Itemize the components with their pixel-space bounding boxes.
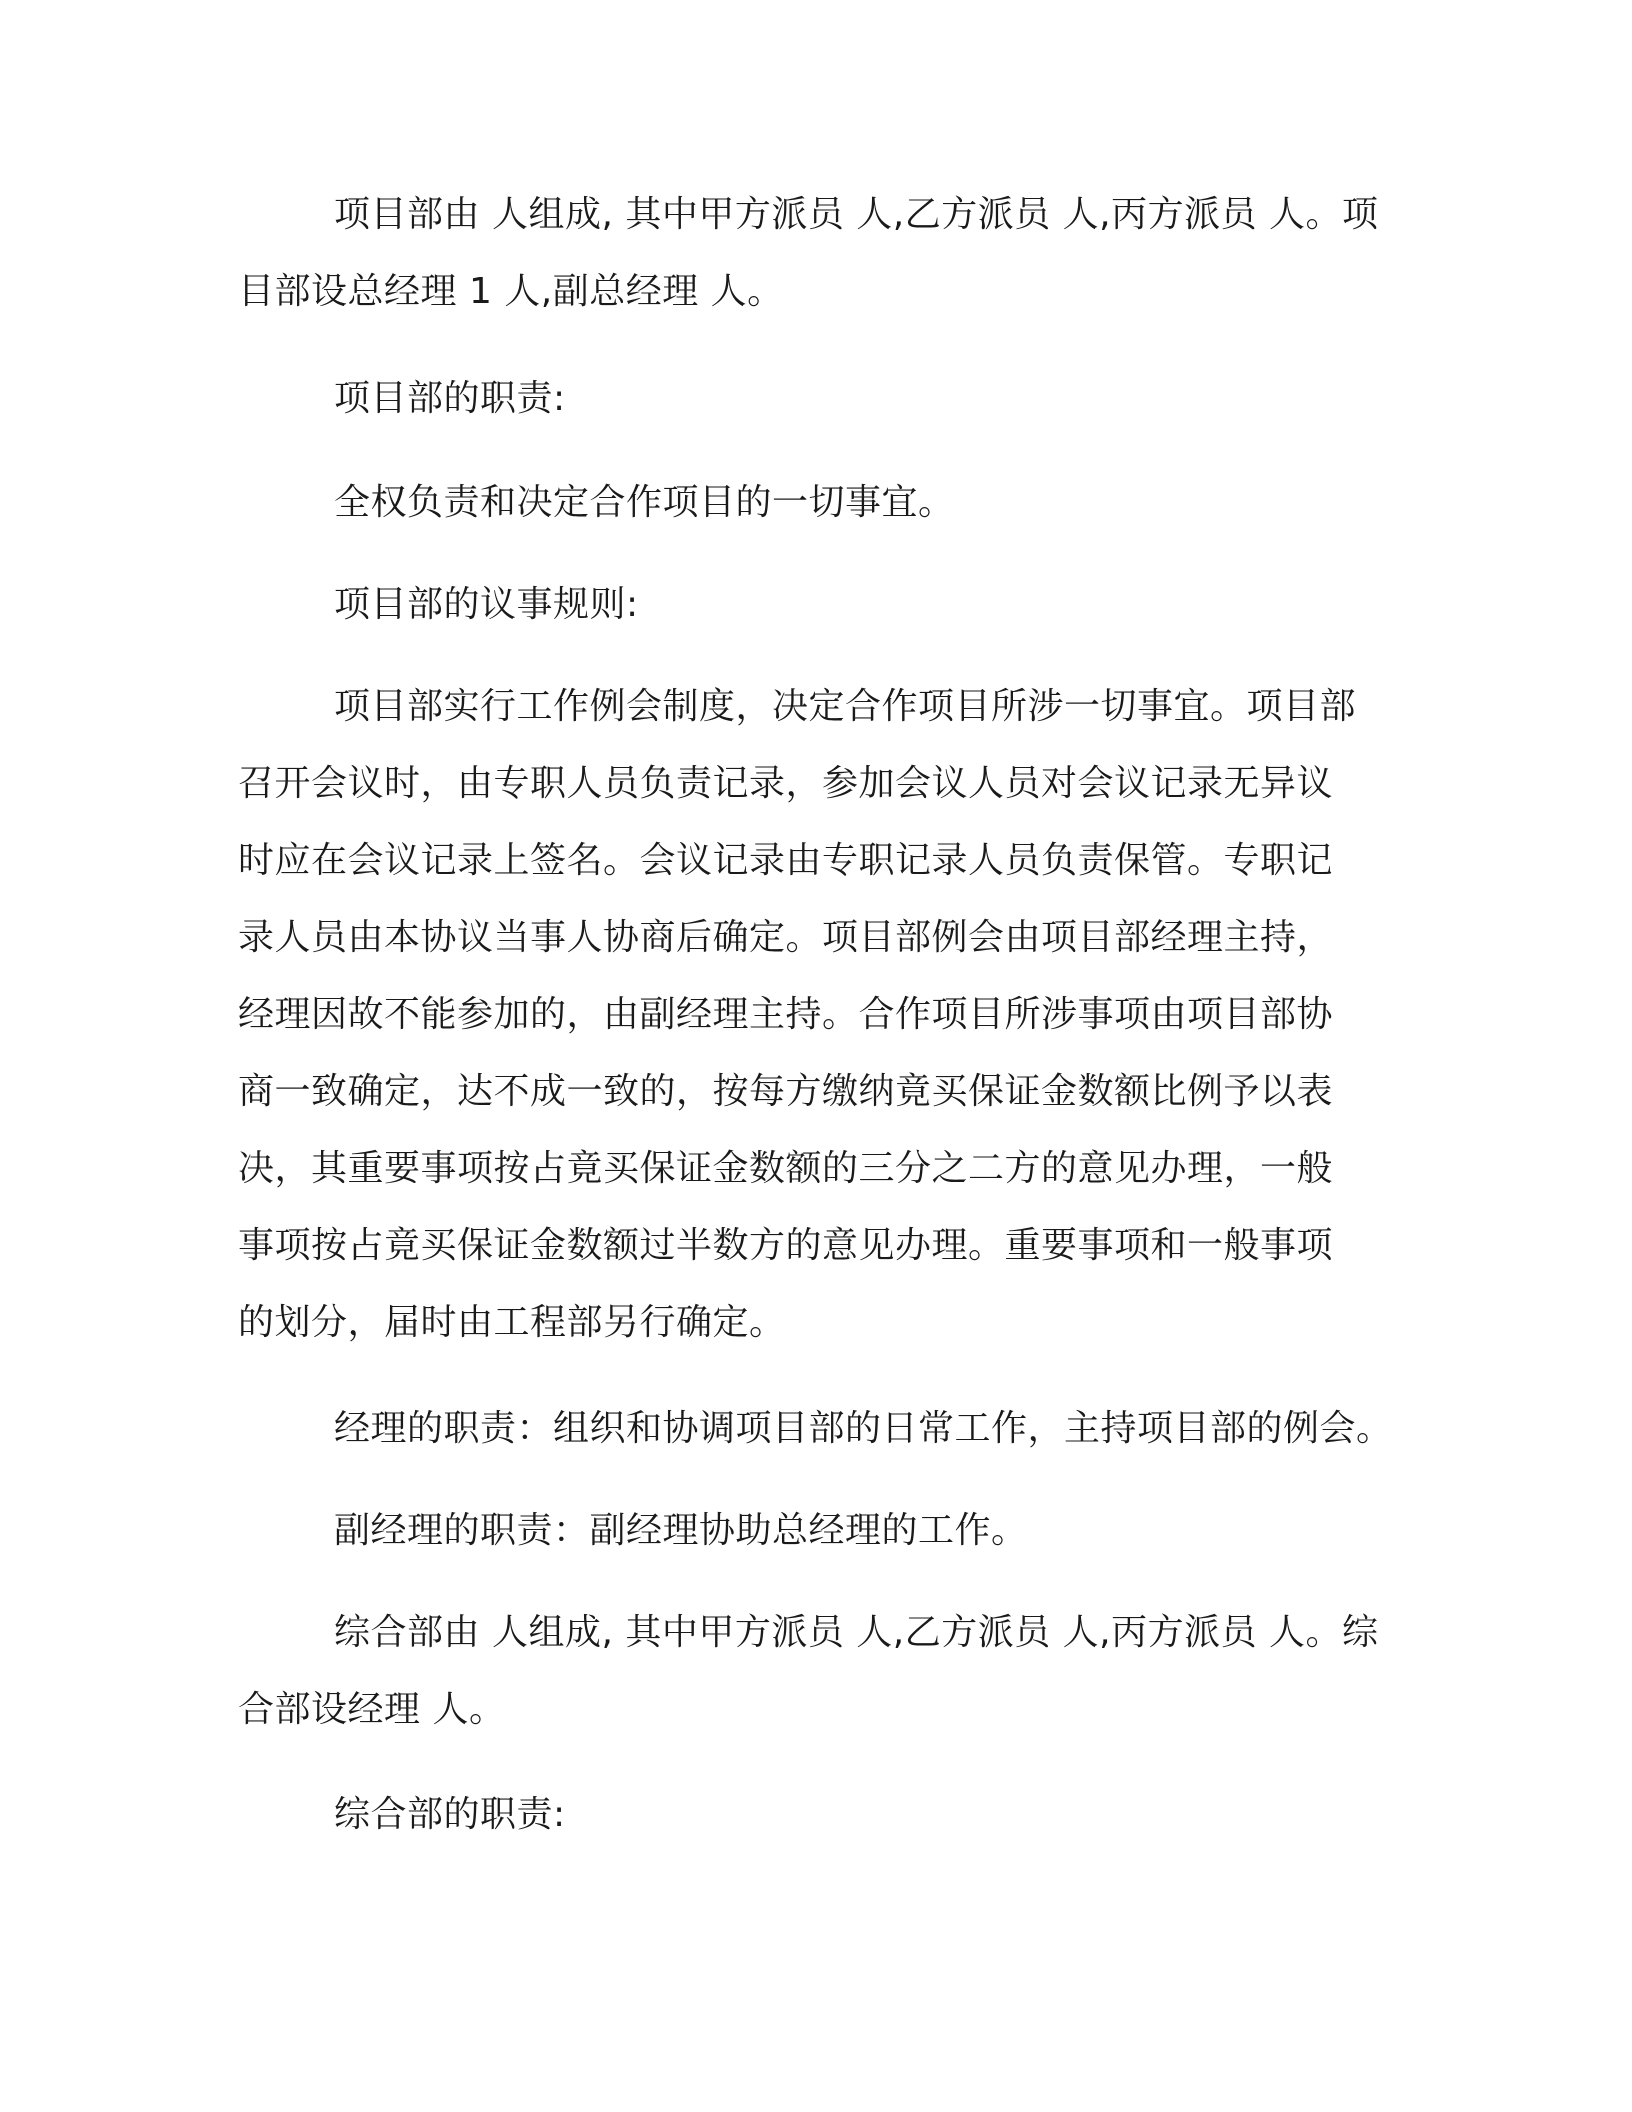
- paragraph-project-dept-duties-heading: [238, 360, 1388, 437]
- text-line: 经理的职责：组织和协调项目部的日常工作，主持项目部的例会。: [334, 1408, 1393, 1449]
- text-line: 召开会议时，由专职人员负责记录，参加会议人员对会议记录无异议: [238, 763, 1334, 804]
- text-line: 全权负责和决定合作项目的一切事宜。: [334, 482, 955, 523]
- text-line: 合部设经理 人。: [238, 1689, 506, 1730]
- paragraph-project-dept-composition: [238, 176, 1388, 330]
- text-line: 项目部的议事规则:: [334, 584, 639, 625]
- paragraph-manager-duties: [238, 1390, 1393, 1467]
- text-line: 目部设总经理 1 人,副总经理 人。: [238, 271, 784, 312]
- text-line: 经理因故不能参加的，由副经理主持。合作项目所涉事项由项目部协: [238, 994, 1334, 1035]
- paragraph-meeting-rules: [238, 668, 1388, 1361]
- text-line: 录人员由本协议当事人协商后确定。项目部例会由项目部经理主持，: [238, 917, 1334, 958]
- text-line: 项目部的职责:: [334, 378, 566, 419]
- text-line: 项目部实行工作例会制度，决定合作项目所涉一切事宜。项目部: [334, 686, 1357, 727]
- text-line: 综合部由 人组成, 其中甲方派员 人,乙方派员 人,丙方派员 人。综: [334, 1612, 1379, 1653]
- text-line: 商一致确定，达不成一致的，按每方缴纳竟买保证金数额比例予以表: [238, 1071, 1334, 1112]
- paragraph-general-dept-composition: [238, 1594, 1388, 1748]
- text-line: 项目部由 人组成, 其中甲方派员 人,乙方派员 人,丙方派员 人。项: [334, 194, 1379, 235]
- paragraph-general-dept-duties-heading: [238, 1776, 1388, 1853]
- text-line: 综合部的职责:: [334, 1794, 566, 1835]
- text-line: 事项按占竟买保证金数额过半数方的意见办理。重要事项和一般事项: [238, 1225, 1334, 1266]
- paragraph-deputy-manager-duties: [238, 1492, 1388, 1569]
- text-line: 副经理的职责：副经理协助总经理的工作。: [334, 1510, 1028, 1551]
- text-line: 的划分，届时由工程部另行确定。: [238, 1302, 786, 1343]
- paragraph-meeting-rules-heading: [238, 566, 1388, 643]
- text-line: 时应在会议记录上签名。会议记录由专职记录人员负责保管。专职记: [238, 840, 1334, 881]
- text-line: 决，其重要事项按占竟买保证金数额的三分之二方的意见办理，一般: [238, 1148, 1334, 1189]
- paragraph-project-dept-duties: [238, 464, 1388, 541]
